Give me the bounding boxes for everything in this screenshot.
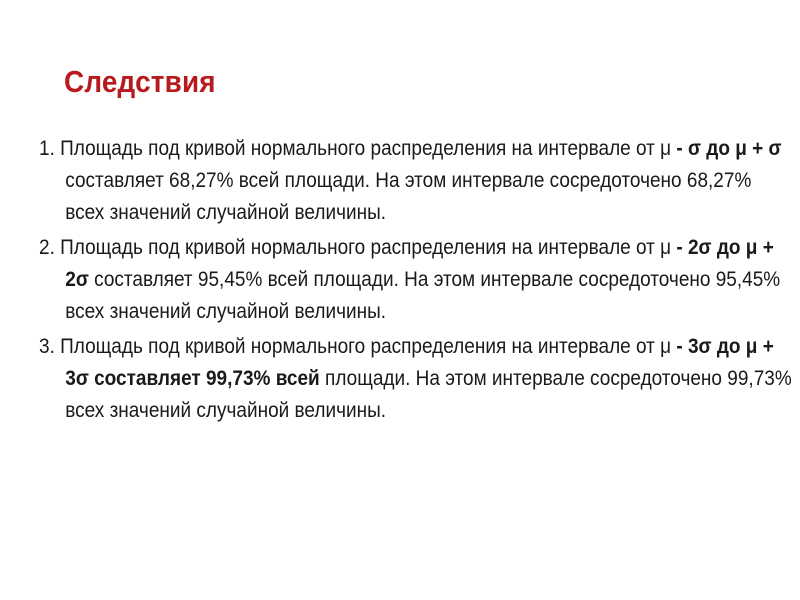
item-text-after: площади. На этом интервале сосредоточено 99,73% всех значений случайной величины. <box>65 367 792 422</box>
item-bold-interval: - 2σ до μ + 2σ <box>65 236 774 291</box>
item-text-before: Площадь под кривой нормального распределения на интервале от μ <box>60 335 672 358</box>
item-text-after: составляет 95,45% всей площади. На этом интервале сосредоточено 95,45% всех значений случайной величины. <box>65 268 781 323</box>
slide-title: Следствия <box>64 64 216 99</box>
item-text-after: составляет 68,27% всей площади. На этом интервале сосредоточено 68,27% всех значений случайной величины. <box>65 169 752 224</box>
list-item <box>39 232 795 328</box>
item-text-before: Площадь под кривой нормального распределения на интервале от μ <box>60 137 672 160</box>
item-text-before: Площадь под кривой нормального распределения на интервале от μ <box>60 236 672 259</box>
list-item <box>39 331 795 427</box>
item-bold-interval: - σ до μ + σ <box>671 137 782 160</box>
item-number: 2. <box>39 236 55 259</box>
item-number: 1. <box>39 137 55 160</box>
consequences-list <box>39 133 792 430</box>
item-number: 3. <box>39 335 55 358</box>
list-item <box>39 133 795 229</box>
item-bold-interval: - 3σ до μ + 3σ составляет 99,73% всей <box>65 335 774 390</box>
